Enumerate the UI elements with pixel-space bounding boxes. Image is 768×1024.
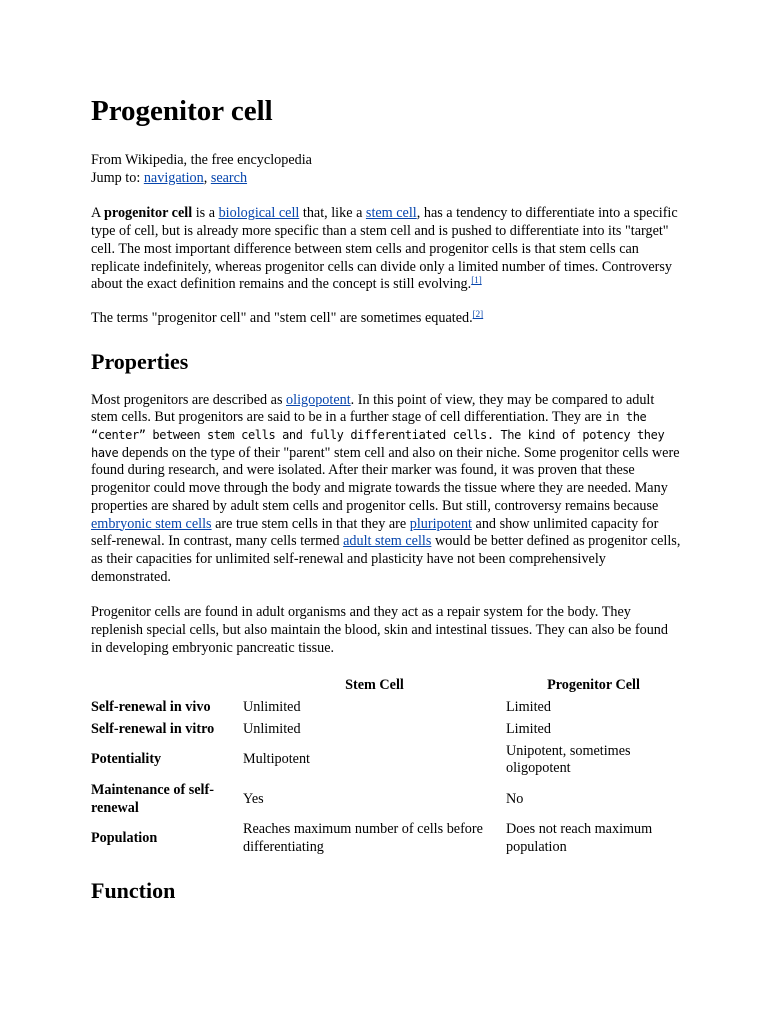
adult-stem-cells-link[interactable]: adult stem cells <box>343 533 432 550</box>
stem-cell-link[interactable]: stem cell <box>365 205 417 222</box>
table-row-header: Self-renewal in vitro <box>91 720 215 737</box>
table-cell: Unlimited <box>243 720 301 737</box>
properties-text: Most progenitors are described as <box>91 391 287 408</box>
table-header-cell: Progenitor Cell <box>547 677 640 694</box>
properties-heading: Properties <box>91 348 189 374</box>
biological-cell-link[interactable]: biological cell <box>218 205 300 222</box>
table-cell: Unlimited <box>243 699 301 716</box>
table-header-cell <box>91 675 243 697</box>
table-row <box>91 780 681 819</box>
table-row-header: Population <box>91 830 158 847</box>
equated-text: The terms "progenitor cell" and "stem cell" are sometimes equated. <box>91 309 473 326</box>
repair-system-paragraph: Progenitor cells are found in adult organisms and they act as a repair system for the body. They replenish special cells, but also maintain the blood, skin and intestinal tissues. They can also be found in developing embryonic pancreatic tissue. <box>91 604 668 656</box>
intro-paragraph <box>91 205 681 294</box>
intro-text: A <box>91 205 105 222</box>
table-row-header: Potentiality <box>91 751 162 768</box>
page-title: Progenitor cell <box>91 95 273 127</box>
properties-text: and show unlimited capacity for self-renewal. In contrast, many cells termed <box>91 515 659 550</box>
embryonic-stem-cells-link[interactable]: embryonic stem cells <box>91 515 212 532</box>
table-row <box>91 719 681 741</box>
jump-separator: , <box>203 169 211 186</box>
reference-2-link[interactable]: [2] <box>472 308 484 319</box>
function-heading: Function <box>91 877 176 903</box>
comparison-table <box>91 675 681 858</box>
oligopotent-link[interactable]: oligopotent <box>286 391 351 408</box>
intro-text: is a <box>192 205 219 222</box>
search-link[interactable]: search <box>210 169 248 186</box>
properties-text: depends on the type of their "parent" stem cell and also on their niche. Some progenitor cells were found during research, and were isolated. After their marker was found, it was proven that these progenitor could move through the body and migrate towards the tissue where they are needed. Many properties are shared by adult stem cells and progenitor cells. But still, controversy remains because <box>91 444 680 514</box>
table-cell: Yes <box>243 790 264 807</box>
table-row-header: Self-renewal in vivo <box>91 699 211 716</box>
table-row <box>91 741 681 780</box>
table-header-cell: Stem Cell <box>345 677 404 694</box>
properties-text: would be better defined as progenitor cells, as their capacities for unlimited self-renewal and plasticity have not been comprehensively demonstrated. <box>91 533 681 585</box>
properties-text: . In this point of view, they may be compared to adult stem cells. But progenitors are said to be in a further stage of cell differentiation. They are <box>91 391 655 426</box>
properties-text: are true stem cells in that they are <box>211 515 410 532</box>
table-row <box>91 697 681 719</box>
table-cell: Does not reach maximum population <box>506 821 653 856</box>
properties-text: in the “center” between stem cells and fully differentiated cells. The kind of potency they have <box>91 410 665 460</box>
navigation-link[interactable]: navigation <box>143 169 204 186</box>
pluripotent-link[interactable]: pluripotent <box>409 515 472 532</box>
intro-bold-term: progenitor cell <box>104 205 193 222</box>
jump-prefix: Jump to: <box>91 169 144 186</box>
properties-paragraph <box>91 392 681 587</box>
article-content <box>91 92 681 905</box>
table-cell: Reaches maximum number of cells before differentiating <box>243 821 483 856</box>
table-cell: Multipotent <box>243 751 310 768</box>
intro-text: , has a tendency to differentiate into a specific type of cell, but is already more specific than a stem cell and is pushed to differentiate into its "target" cell. The most important difference between stem cells and progenitor cells is that stem cells can replicate indefinitely, whereas progenitor cells can divide only a limited number of times. Controversy about the exact definition remains and the concept is still evolving. <box>91 205 678 293</box>
reference-1-link[interactable]: [1] <box>471 275 482 286</box>
table-header-row <box>91 675 681 697</box>
jump-to-line <box>91 170 681 188</box>
table-row <box>91 819 681 858</box>
subtitle: From Wikipedia, the free encyclopedia <box>91 152 312 168</box>
table-row-header: Maintenance of self-renewal <box>91 781 214 816</box>
intro-text: that, like a <box>299 205 366 222</box>
table-cell: No <box>506 790 524 807</box>
table-cell: Limited <box>506 699 551 716</box>
equated-paragraph <box>91 310 681 328</box>
table-cell: Unipotent, sometimes oligopotent <box>506 742 631 777</box>
table-cell: Limited <box>506 720 551 737</box>
